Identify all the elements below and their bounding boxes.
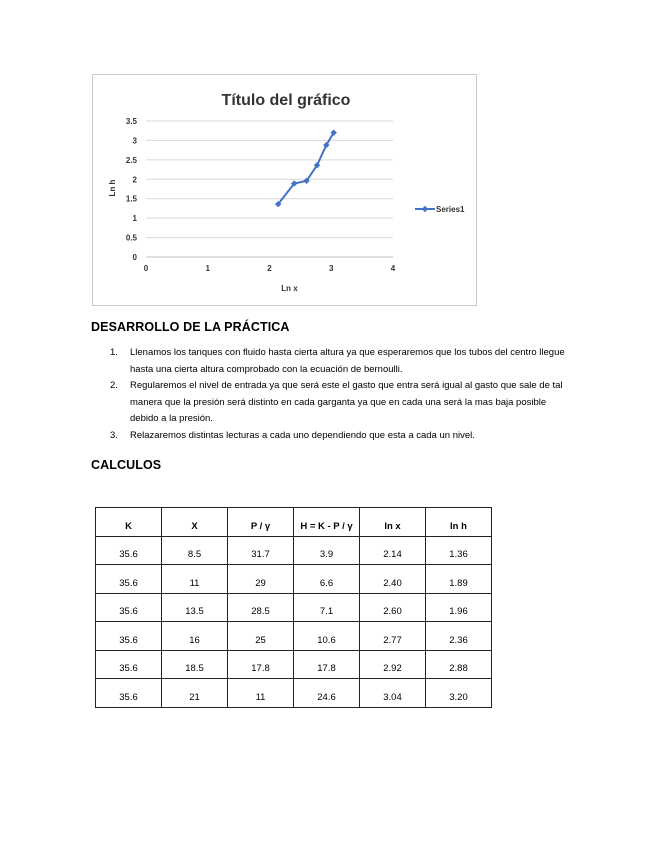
table-header-row [96,508,492,537]
line-chart [93,75,476,305]
table-cell: 3.9 [294,536,360,565]
table-cell: 29 [228,565,294,594]
table-cell: 7.1 [294,593,360,622]
table-cell: 2.92 [360,650,426,679]
section-title-calculos: CALCULOS [91,458,162,472]
table-cell: 1.96 [426,593,492,622]
table-row [96,679,492,708]
table-cell: 10.6 [294,622,360,651]
table-cell: 2.77 [360,622,426,651]
y-tick-label: 2 [132,175,137,185]
header-ln-h: ln h [426,508,492,537]
table-cell: 2.14 [360,536,426,565]
table-cell: 18.5 [162,650,228,679]
table-cell: 13.5 [162,593,228,622]
y-tick-label: 0 [132,253,137,262]
table-cell: 2.40 [360,565,426,594]
table-row [96,650,492,679]
table-cell: 35.6 [96,593,162,622]
header-p-gamma: P / γ [228,508,294,537]
table-row [96,565,492,594]
table-cell: 3.20 [426,679,492,708]
steps-list [92,345,572,444]
table-row [96,536,492,565]
table-cell: 8.5 [162,536,228,565]
y-tick-label: 3 [132,136,137,146]
y-tick-label: 1.5 [125,194,137,204]
table-cell: 3.04 [360,679,426,708]
table-cell: 25 [228,622,294,651]
table-cell: 2.36 [426,622,492,651]
table-cell: 24.6 [294,679,360,708]
legend-label: Series1 [436,205,465,214]
x-tick-label: 3 [329,264,334,273]
table-cell: 2.60 [360,593,426,622]
x-tick-label: 2 [267,264,272,273]
table-cell: 35.6 [96,536,162,565]
table-cell: 17.8 [228,650,294,679]
header-k: K [96,508,162,537]
table-cell: 17.8 [294,650,360,679]
table-cell: 11 [228,679,294,708]
chart-title: Título del gráfico [221,92,351,109]
x-tick-label: 4 [390,264,396,273]
table-cell: 35.6 [96,565,162,594]
table-cell: 35.6 [96,622,162,651]
table-row [96,622,492,651]
y-tick-label: 1 [132,214,137,224]
table-cell: 21 [162,679,228,708]
x-axis-title: Ln x [281,284,298,293]
table-cell: 2.88 [426,650,492,679]
step-item: Llenamos los tanques con fluido hasta cierta altura ya que esperaremos que los tubos del centro llegue hasta una cierta altura comprobado con la ecuación de bernoulli. [130,347,565,375]
y-tick-label: 0.5 [125,233,137,243]
table-cell: 11 [162,565,228,594]
table-cell: 6.6 [294,565,360,594]
table-cell: 35.6 [96,679,162,708]
table-cell: 16 [162,622,228,651]
header-h: H = K - P / γ [294,508,360,537]
x-tick-label: 0 [143,264,149,273]
table-row [96,593,492,622]
y-axis-title: Ln h [108,179,117,197]
table-cell: 35.6 [96,650,162,679]
section-title-desarrollo: DESARROLLO DE LA PRÁCTICA [91,320,290,334]
step-item: Relazaremos distintas lecturas a cada uno dependiendo que esta a cada un nivel. [130,429,475,441]
header-ln-x: ln x [360,508,426,537]
x-tick-label: 1 [205,264,210,273]
chart-container [92,74,477,306]
header-x: X [162,508,228,537]
y-tick-label: 3.5 [125,117,137,126]
y-tick-label: 2.5 [125,155,137,165]
table-cell: 31.7 [228,536,294,565]
legend-marker [422,206,428,212]
calculations-table [95,507,492,708]
step-item: Regularemos el nivel de entrada ya que será este el gasto que entra será igual al gasto que sale de tal manera que la presión será distinto en cada garganta ya que en cada una será la mas baja posible debido a la presión. [130,380,563,424]
table-cell: 28.5 [228,593,294,622]
table-cell: 1.89 [426,565,492,594]
table-cell: 1.36 [426,536,492,565]
